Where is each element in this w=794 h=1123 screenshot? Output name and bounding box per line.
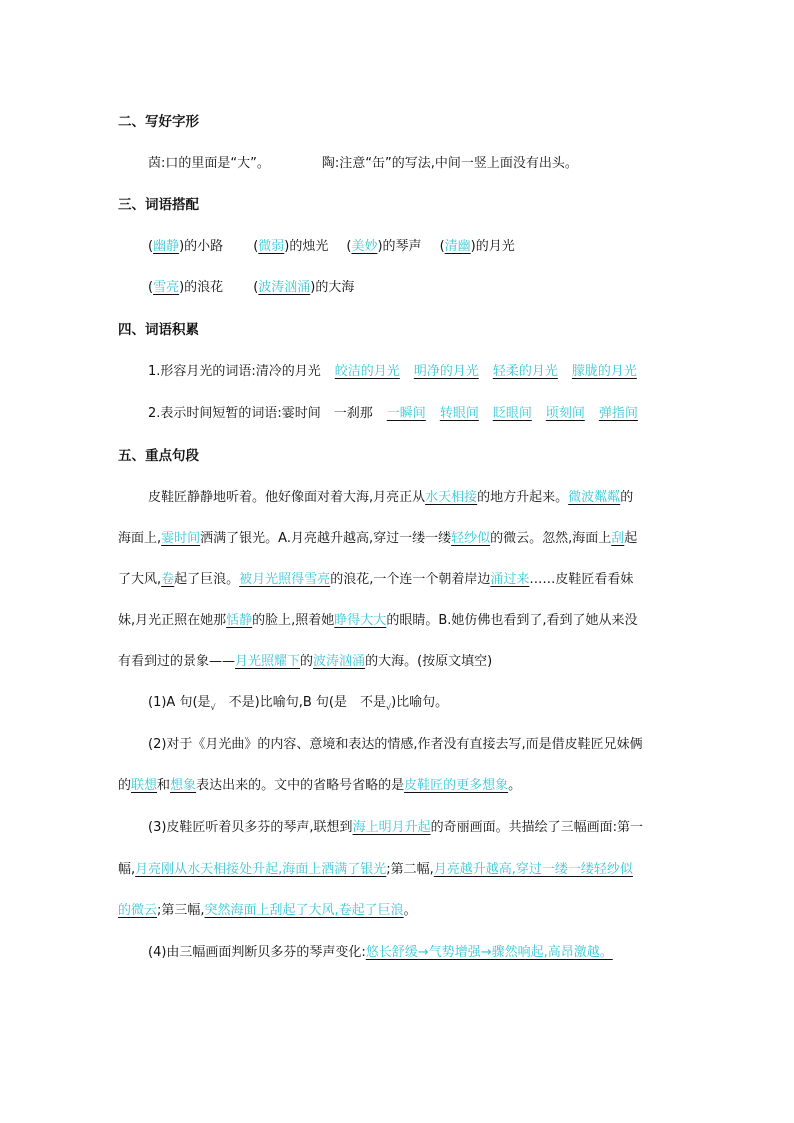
passage-text: 的: [620, 490, 634, 505]
passage-line-4: [118, 609, 638, 628]
question-text: 表达出来的。文中的省略号省略的是: [196, 778, 405, 793]
vocabulary-answer: 朦胧的月光: [571, 364, 637, 379]
section-heading-vocabulary: 四、词语积累: [118, 322, 199, 338]
section-heading-key-passage: 五、重点句段: [118, 448, 199, 464]
vocabulary-answer: 轻柔的月光: [492, 364, 558, 379]
passage-text: 的地方升起来。: [477, 490, 569, 505]
question-text: (2)对于《月光曲》的内容、意境和表达的情感,作者没有直接去写,而是借皮鞋匠兄妹俩: [148, 737, 643, 752]
passage-answer: 水天相接: [425, 490, 478, 505]
question-4: [148, 941, 613, 960]
question-answer: 月亮越升越高,穿过一缕一缕轻纱似: [433, 862, 633, 877]
section-heading-writing: 二、写好字形: [118, 114, 199, 130]
vocabulary-prompt: 1.形容月光的词语:清冷的月光: [148, 364, 321, 379]
question-answer: 皮鞋匠的更多想象: [404, 778, 509, 793]
question-text: 幅,: [118, 862, 136, 877]
passage-text: 起: [624, 531, 638, 546]
question-text: (1)A 句(是: [148, 695, 211, 710]
question-answer: 海上明月升起: [352, 820, 431, 835]
question-text: (3)皮鞋匠听着贝多芬的琴声,联想到: [148, 820, 353, 835]
question-text: ;第三幅,: [157, 903, 205, 918]
question-text: (4)由三幅画面判断贝多芬的琴声变化:: [148, 945, 366, 960]
vocabulary-answer: 明净的月光: [413, 364, 479, 379]
question-text: 和: [157, 778, 171, 793]
question-2-line-1: [148, 733, 643, 752]
question-1: [148, 691, 448, 712]
passage-answer: 霎时间: [161, 531, 201, 546]
passage-answer: 刮: [611, 531, 625, 546]
passage-answer: 恬静: [226, 613, 253, 628]
question-answer: 悠长舒缓→气势增强→骤然响起,高昂激越。: [365, 945, 613, 960]
collocation-text: 的月光: [475, 239, 515, 254]
vocabulary-line-2: [148, 402, 638, 421]
check-mark-icon: √: [210, 703, 216, 712]
question-text: 的: [118, 778, 132, 793]
question-3-line-3: [118, 899, 417, 918]
vocabulary-answer: 一瞬间: [386, 406, 426, 421]
collocation-answer: 美妙: [351, 239, 378, 254]
passage-answer: 涌过来: [490, 572, 530, 587]
passage-text: 海面上,: [118, 531, 162, 546]
vocabulary-answer: 弹指间: [598, 406, 638, 421]
question-3-line-2: [118, 858, 633, 877]
passage-text: 的大海。(按原文填空): [365, 654, 493, 669]
writing-line: [148, 152, 578, 171]
passage-line-3: [118, 568, 633, 587]
vocabulary-line-1: [148, 360, 637, 379]
passage-answer: 睁得大大: [334, 613, 387, 628]
collocation-answer: 幽静: [153, 239, 180, 254]
passage-text: 皮鞋匠静静地听着。他好像面对着大海,月亮正从: [148, 490, 426, 505]
question-text: 。: [403, 903, 417, 918]
question-answer: 突然海面上刮起了大风,卷起了巨浪: [204, 903, 404, 918]
question-text: ;第二幅,: [386, 862, 434, 877]
question-2-line-2: [118, 774, 521, 793]
passage-line-1: [148, 486, 633, 505]
passage-answer: 被月光照得雪亮: [239, 572, 331, 587]
question-text: 不是)比喻句,B 句(是 不是: [215, 695, 386, 710]
collocation-answer: 雪亮: [153, 280, 180, 295]
vocabulary-answer: 皎洁的月光: [334, 364, 400, 379]
passage-answer: 月光照耀下: [235, 654, 301, 669]
collocation-text: 的浪花: [184, 280, 224, 295]
passage-text: 的浪花,一个连一个朝着岸边: [330, 572, 491, 587]
passage-answer: 轻纱似: [451, 531, 491, 546]
vocabulary-prompt: 2.表示时间短暂的词语:霎时间 一刹那: [148, 406, 373, 421]
question-text: 。: [508, 778, 522, 793]
passage-text: 有看到过的景象——: [118, 654, 236, 669]
collocation-text: 的烛光: [289, 239, 329, 254]
question-answer: 想象: [170, 778, 197, 793]
passage-text: 的脸上,照着她: [252, 613, 335, 628]
passage-text: 起了巨浪。: [174, 572, 240, 587]
passage-text: 洒满了银光。A.月亮越升越高,穿过一缕一缕: [200, 531, 452, 546]
collocation-answer: 清幽: [444, 239, 471, 254]
passage-text: 的: [300, 654, 314, 669]
question-3-line-1: [148, 816, 643, 835]
check-mark-icon: √: [385, 703, 392, 712]
collocation-text: 的大海: [315, 280, 355, 295]
writing-note-yin: 茵:口的里面是“大”。: [148, 156, 270, 171]
collocation-text: 的小路: [184, 239, 224, 254]
section-heading-collocation: 三、词语搭配: [118, 197, 199, 213]
passage-answer: 波涛汹涌: [313, 654, 366, 669]
writing-note-tao: 陶:注意“缶”的写法,中间一竖上面没有出头。: [321, 156, 578, 171]
vocabulary-answer: 眨眼间: [492, 406, 532, 421]
passage-line-5: [118, 650, 492, 669]
passage-answer: 微波粼粼: [568, 490, 621, 505]
question-answer: 的微云: [118, 903, 158, 918]
passage-text: ……皮鞋匠看看妹: [529, 572, 634, 587]
passage-text: 了大风,: [118, 572, 162, 587]
passage-text: 妹,月光正照在她那: [118, 613, 227, 628]
passage-text: 的眼睛。B.她仿佛也看到了,看到了她从来没: [386, 613, 638, 628]
passage-text: 的微云。忽然,海面上: [490, 531, 612, 546]
question-text: 的奇丽画面。共描绘了三幅画面:第一: [430, 820, 643, 835]
collocation-text: 的琴声: [382, 239, 422, 254]
passage-answer: 卷: [161, 572, 175, 587]
collocation-row-1: (幽静)的小路 (微弱)的烛光 (美妙)的琴声 (清幽)的月光: [148, 239, 515, 254]
question-answer: 月亮刚从水天相接处升起,海面上洒满了银光: [135, 862, 387, 877]
vocabulary-answer: 转眼间: [439, 406, 479, 421]
vocabulary-answer: 顷刻间: [545, 406, 585, 421]
collocation-answer: 微弱: [258, 239, 285, 254]
question-text: )比喻句。: [391, 695, 449, 710]
question-answer: 联想: [131, 778, 158, 793]
passage-line-2: [118, 527, 637, 546]
collocation-row-2: (雪亮)的浪花 (波涛汹涌)的大海: [148, 280, 355, 295]
collocation-answer: 波涛汹涌: [258, 280, 311, 295]
